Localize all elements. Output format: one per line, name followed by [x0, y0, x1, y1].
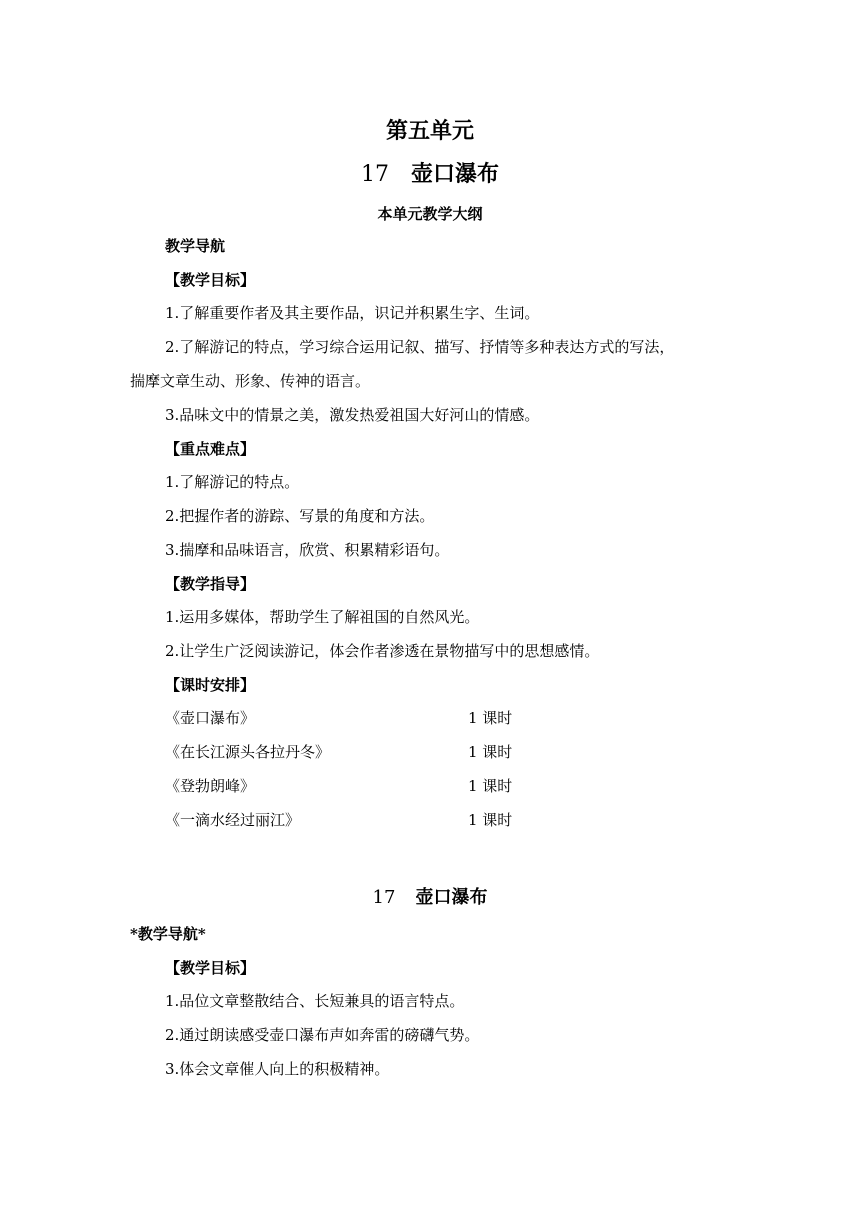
- key-point-item: 2.把握作者的游踪、写景的角度和方法。: [165, 507, 435, 525]
- guidance-item: 2.让学生广泛阅读游记，体会作者渗透在景物描写中的思想感情。: [165, 642, 600, 660]
- schedule-hours: 1 课时: [468, 743, 513, 761]
- goal-item: 1.了解重要作者及其主要作品，识记并积累生字、生词。: [165, 304, 540, 322]
- schedule-hours: 1 课时: [468, 811, 513, 829]
- schedule-lesson-name: 《在长江源头各拉丹冬》: [165, 743, 331, 761]
- key-points-heading: 【重点难点】: [165, 440, 256, 458]
- key-point-item: 1.了解游记的特点。: [165, 473, 300, 491]
- lesson-number: 17: [360, 162, 389, 187]
- schedule-heading: 【课时安排】: [165, 676, 256, 694]
- schedule-hours: 1 课时: [468, 777, 513, 795]
- goal-item-continuation: 揣摩文章生动、形象、传神的语言。: [130, 372, 371, 390]
- lesson-section-name: 壶口瀑布: [415, 887, 488, 908]
- goal-item: 3.品味文中的情景之美，激发热爱祖国大好河山的情感。: [165, 406, 540, 424]
- lesson-goals-heading: 【教学目标】: [165, 959, 256, 977]
- schedule-hours: 1 课时: [468, 709, 513, 727]
- goals-heading: 【教学目标】: [165, 271, 256, 289]
- schedule-lesson-name: 《壶口瀑布》: [165, 709, 256, 727]
- lesson-header: [0, 157, 860, 188]
- lesson-goal-item: 1.品位文章整散结合、长短兼具的语言特点。: [165, 992, 465, 1010]
- schedule-lesson-name: 《登勃朗峰》: [165, 777, 256, 795]
- goal-item: 2.了解游记的特点，学习综合运用记叙、描写、抒情等多种表达方式的写法，: [165, 338, 675, 356]
- outline-title: 本单元教学大纲: [377, 205, 483, 223]
- guidance-item: 1.运用多媒体，帮助学生了解祖国的自然风光。: [165, 608, 480, 626]
- lesson-goal-item: 3.体会文章催人向上的积极精神。: [165, 1060, 390, 1078]
- lesson-section-title: [0, 883, 860, 909]
- guide-heading: 教学导航: [165, 237, 226, 255]
- lesson-section-number: 17: [372, 887, 396, 908]
- lesson-title: 壶口瀑布: [410, 161, 499, 187]
- guidance-heading: 【教学指导】: [165, 575, 256, 593]
- unit-title: 第五单元: [385, 118, 474, 144]
- key-point-item: 3.揣摩和品味语言，欣赏、积累精彩语句。: [165, 541, 450, 559]
- lesson-guide-heading: *教学导航*: [130, 925, 206, 943]
- schedule-lesson-name: 《一滴水经过丽江》: [165, 811, 301, 829]
- lesson-goal-item: 2.通过朗读感受壶口瀑布声如奔雷的磅礴气势。: [165, 1026, 480, 1044]
